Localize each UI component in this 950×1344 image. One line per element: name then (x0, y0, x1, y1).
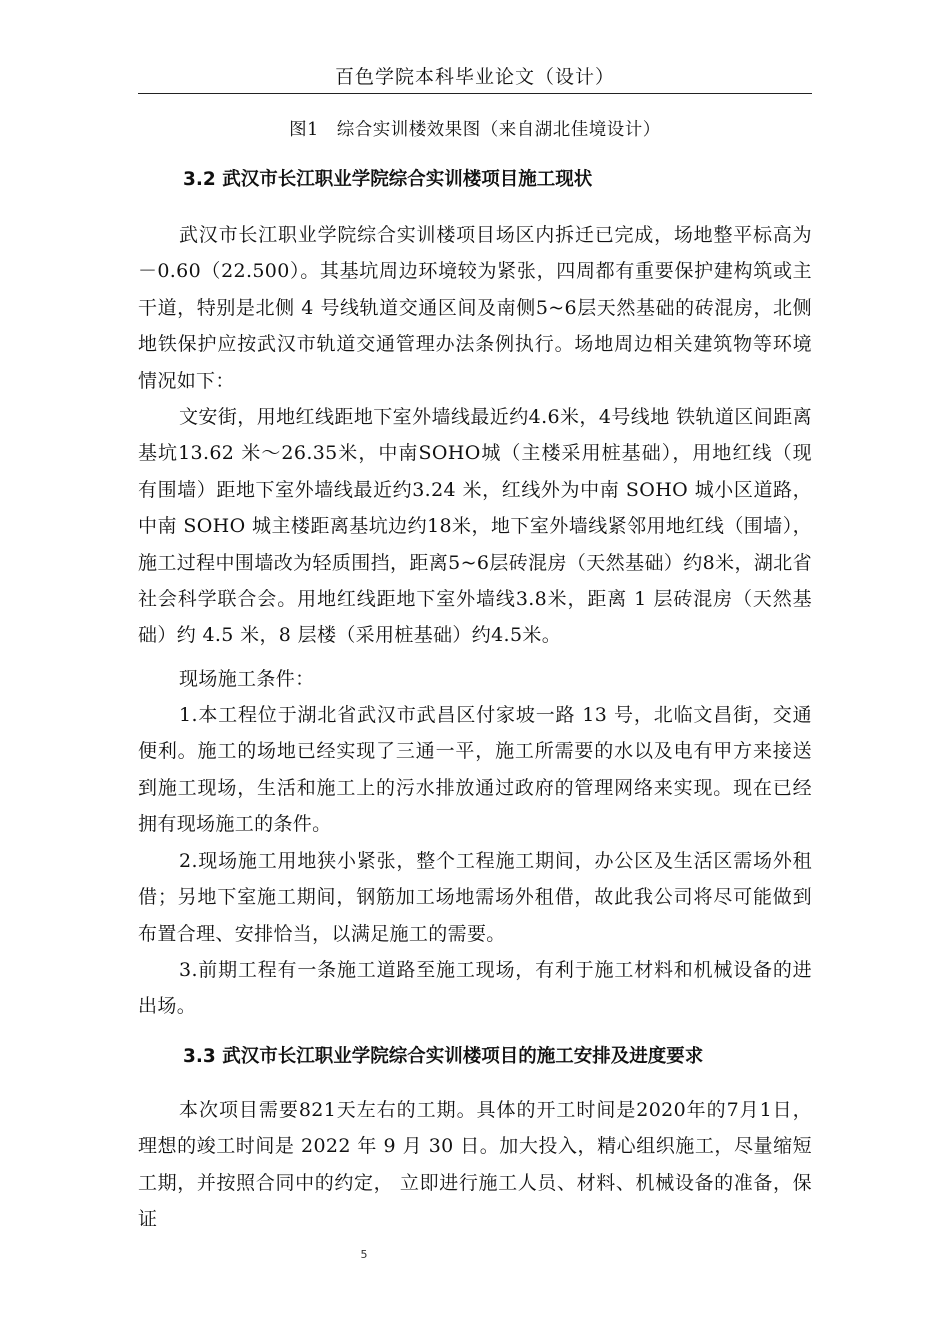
header-rule (138, 93, 812, 94)
paragraph: 文安街，用地红线距地下室外墙线最近约4.6米，4号线地 铁轨道区间距离基坑13.62 米～26.35米，中南SOHO城（主楼采用桩基础），用地红线（现有围墙）距地下室外墙线最近约3.24 米，红线外为中南 SOHO 城小区道路，中南 SOHO 城主楼距离基坑边约18米，地下室外墙线紧邻用地红线（围墙），施工过程中围墙改为轻质围挡，距离5~6层砖混房（天然基础）约8米，湖北省社会科学联合会。用地红线距地下室外墙线3.8米，距离 1 层砖混房（天然基础）约 4.5 米，8 层楼（采用桩基础）约4.5米。 (138, 406, 812, 647)
paragraph: 武汉市长江职业学院综合实训楼项目场区内拆迁已完成，场地整平标高为－0.60（22.500）。其基坑周边环境较为紧张，四周都有重要保护建构筑或主干道，特别是北侧 4 号线轨道交通区间及南侧5~6层天然基础的砖混房，北侧地铁保护应按武汉市轨道交通管理办法条例执行。场地周边相关建筑物等环境情况如下： (138, 224, 812, 392)
section-heading: 3.2 武汉市长江职业学院综合实训楼项目施工现状 (183, 169, 593, 190)
paragraph: 现场施工条件： (179, 668, 315, 690)
paragraph: 1.本工程位于湖北省武汉市武昌区付家坡一路 13 号，北临文昌街，交通便利。施工的场地已经实现了三通一平，施工所需要的水以及电有甲方来接送到施工现场，生活和施工上的污水排放通过政府的管理网络来实现。现在已经拥有现场施工的条件。 (138, 704, 812, 836)
figure-caption: 图1 综合实训楼效果图（来自湖北佳境设计） (289, 120, 661, 140)
paragraph: 3.前期工程有一条施工道路至施工现场，有利于施工材料和机械设备的进出场。 (138, 959, 812, 1018)
page-number: 5 (360, 1248, 368, 1261)
section-heading: 3.3 武汉市长江职业学院综合实训楼项目的施工安排及进度要求 (183, 1046, 704, 1067)
paragraph: 2.现场施工用地狭小紧张，整个工程施工期间，办公区及生活区需场外租借；另地下室施工期间，钢筋加工场地需场外租借，故此我公司将尽可能做到布置合理、安排恰当，以满足施工的需要。 (138, 850, 812, 945)
page-header: 百色学院本科毕业论文（设计） (334, 66, 615, 88)
paragraph: 本次项目需要821天左右的工期。具体的开工时间是2020年的7月1日，理想的竣工时间是 2022 年 9 月 30 日。加大投入，精心组织施工，尽量缩短工期，并按照合同中的约定， 立即进行施工人员、材料、机械设备的准备，保证 (138, 1099, 812, 1231)
